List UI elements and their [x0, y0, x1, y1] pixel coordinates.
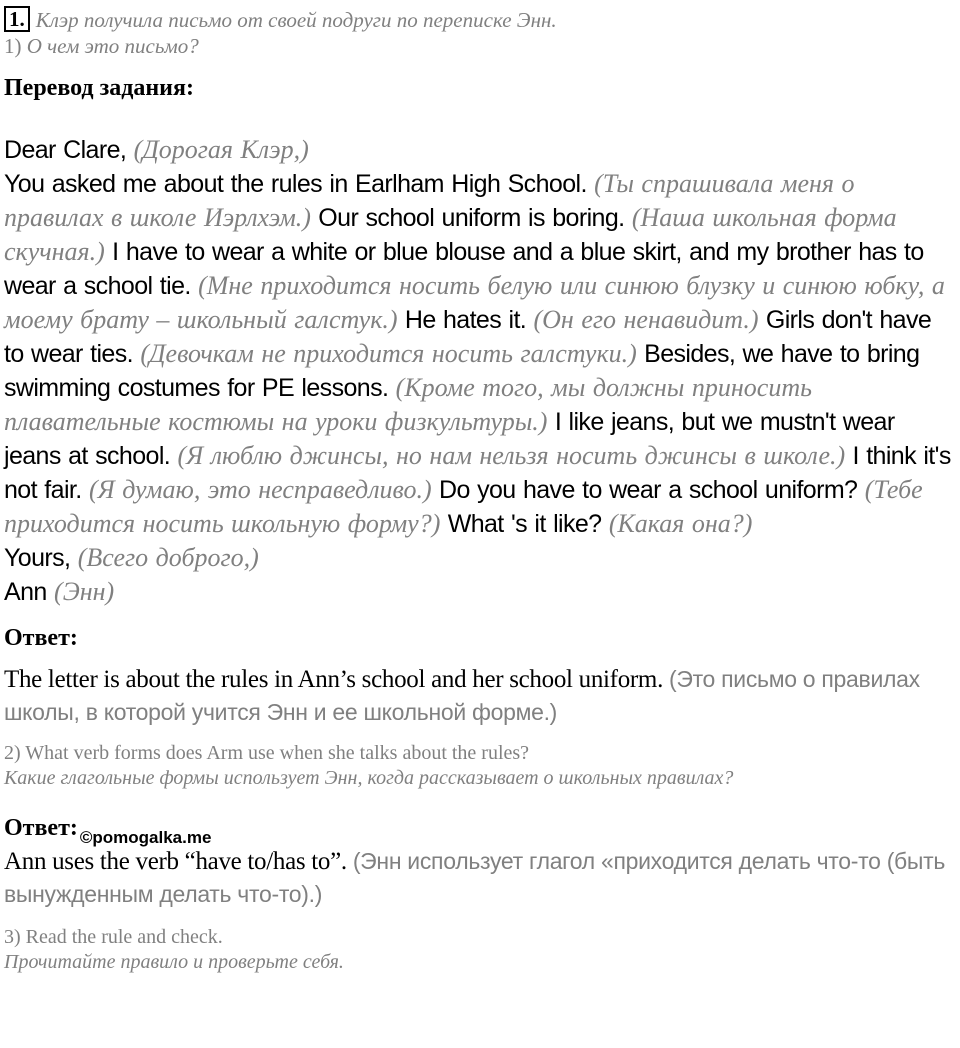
- answer-2: [4, 845, 956, 911]
- task-number-box: 1.: [4, 6, 30, 32]
- answer-2-text: Ann uses the verb “have to/has to”.: [4, 848, 353, 875]
- letter-signature-translation: (Энн): [54, 577, 115, 606]
- question-2-text: 2) What verb forms does Arm use when she talks about the rules?: [4, 742, 530, 764]
- letter-sentence-translation: (Девочкам не приходится носить галстуки.): [140, 339, 637, 368]
- question-3-translation: Прочитайте правило и проверьте себя.: [4, 951, 344, 973]
- answer-2-heading-row: [4, 813, 956, 845]
- question-2: [4, 741, 956, 791]
- letter-closing-translation: (Всего доброго,): [77, 543, 259, 572]
- letter-sentence: He hates it.: [397, 306, 534, 334]
- letter-sentence: Girls don't have to wear ties.: [4, 306, 932, 368]
- letter-closing: Yours,: [4, 544, 78, 572]
- letter-signature: Ann: [4, 578, 55, 606]
- letter-sentence-translation: (Мне приходится носить белую или синюю блузку и синюю юбку, а моему брату – школьный галстук.): [4, 271, 945, 334]
- letter-sentence: I like jeans, but we mustn't wear jeans at school.: [4, 408, 895, 470]
- watermark-label: ©pomogalka.me: [79, 828, 212, 847]
- letter-greeting-translation: (Дорогая Клэр,): [133, 135, 309, 164]
- answer-1-translation: (Это письмо о правилах школы, в которой учится Энн и ее школьной форме.): [4, 666, 920, 725]
- question-3-text: 3) Read the rule and check.: [4, 926, 223, 948]
- letter-sentence-translation: (Наша школьная форма скучная.): [4, 203, 897, 266]
- translation-heading: Перевод задания:: [4, 75, 194, 101]
- letter-sentence-translation: (Тебе приходится носить школьную форму?): [4, 475, 923, 538]
- letter-sentence: You asked me about the rules in Earlham High School.: [4, 170, 595, 198]
- question-3: [4, 925, 956, 975]
- letter-paragraph: [4, 133, 956, 609]
- question-1-text: О чем это письмо?: [26, 34, 199, 58]
- document-page: [4, 6, 956, 975]
- answer-1-heading: Ответ:: [4, 625, 78, 651]
- question-2-translation: Какие глагольные формы использует Энн, когда рассказывает о школьных правилах?: [4, 767, 734, 789]
- question-1: [4, 33, 956, 59]
- letter-sentence: What 's it like?: [440, 510, 609, 538]
- task-instruction: Клэр получила письмо от своей подруги по переписке Энн.: [35, 8, 557, 32]
- letter-sentence: I have to wear a white or blue blouse and a blue skirt, and my brother has to wear a school tie.: [4, 238, 924, 300]
- letter-sentence: Do you have to wear a school uniform?: [431, 476, 865, 504]
- answer-2-translation: (Энн использует глагол «приходится делать что-то (быть вынужденным делать что-то).): [4, 848, 946, 907]
- letter-sentence-translation: (Я люблю джинсы, но нам нельзя носить джинсы в школе.): [177, 441, 846, 470]
- letter-sentence-translation: (Ты спрашивала меня о правилах в школе Иэрлхэм.): [4, 169, 855, 232]
- letter-body: [4, 133, 956, 609]
- letter-sentence-translation: (Кроме того, мы должны приносить плавательные костюмы на уроки физкультуры.): [4, 373, 812, 436]
- letter-sentence: I think it's not fair.: [4, 442, 951, 504]
- task-instruction-line: [4, 6, 956, 33]
- letter-sentence-translation: (Он его ненавидит.): [533, 305, 759, 334]
- letter-sentence: Besides, we have to bring swimming costumes for PE lessons.: [4, 340, 920, 402]
- answer-1-text: The letter is about the rules in Ann’s school and her school uniform.: [4, 666, 669, 693]
- letter-sentence-translation: (Какая она?): [608, 509, 753, 538]
- letter-sentence: Our school uniform is boring.: [310, 204, 632, 232]
- question-1-prefix: 1): [4, 34, 27, 58]
- answer-2-heading: Ответ:: [4, 815, 78, 841]
- letter-sentence-translation: (Я думаю, это несправедливо.): [88, 475, 432, 504]
- letter-greeting: Dear Clare,: [4, 136, 134, 164]
- answer-1: [4, 663, 956, 729]
